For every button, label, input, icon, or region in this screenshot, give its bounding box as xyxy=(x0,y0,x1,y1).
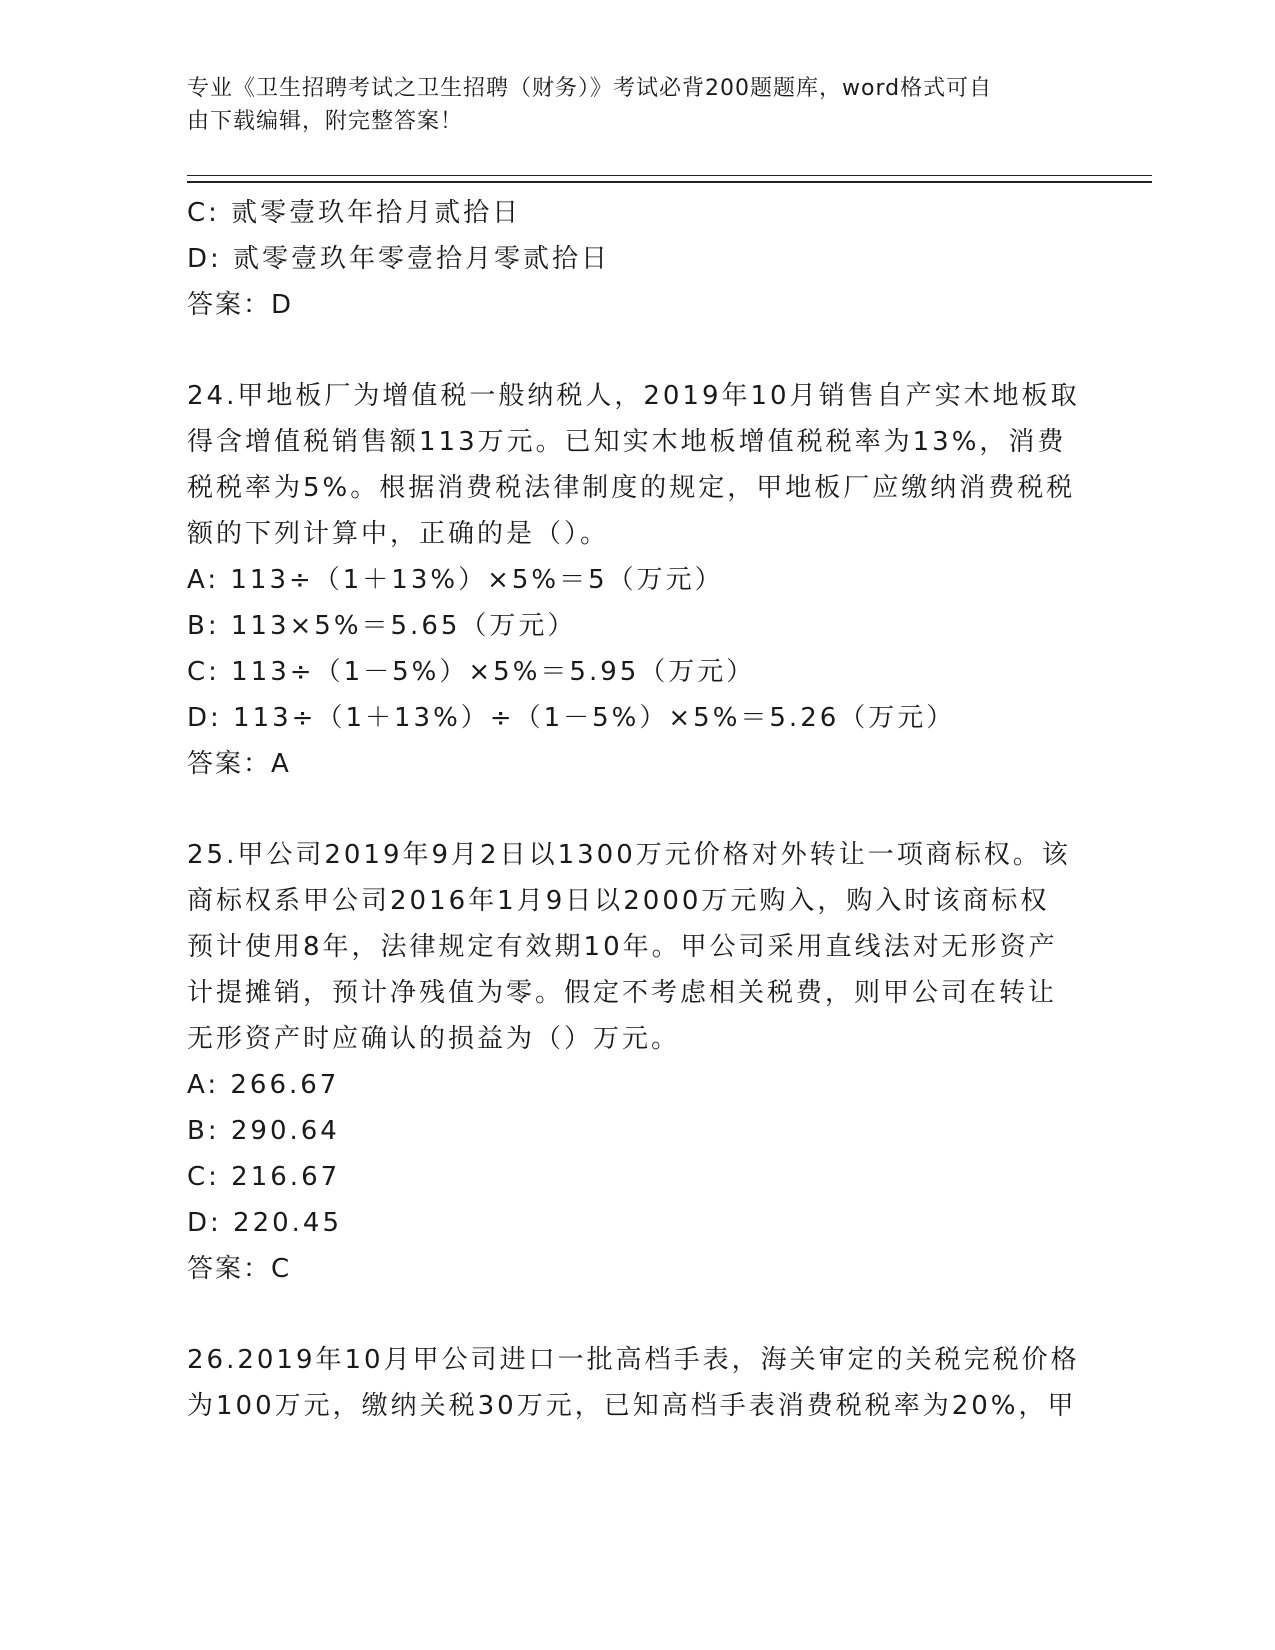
question-text-line: 计提摊销，预计净残值为零。假定不考虑相关税费，则甲公司在转让 xyxy=(187,978,1058,1008)
header-rule-thin xyxy=(187,175,1152,176)
question-26 xyxy=(187,1337,1087,1429)
option-b: B: 113×5%＝5.65（万元） xyxy=(187,611,577,641)
answer: 答案：D xyxy=(187,290,294,320)
option-a: A: 266.67 xyxy=(187,1070,340,1100)
question-text-line: 为100万元，缴纳关税30万元，已知高档手表消费税税率为20%，甲 xyxy=(187,1391,1077,1421)
option-c: C: 贰零壹玖年拾月贰拾日 xyxy=(187,198,522,228)
header-line-1: 专业《卫生招聘考试之卫生招聘（财务）》考试必背200题题库，word格式可自 xyxy=(187,76,993,101)
question-text-line: 税税率为5%。根据消费税法律制度的规定，甲地板厂应缴纳消费税税 xyxy=(187,473,1076,503)
header-rule-thick xyxy=(187,181,1152,183)
document-header xyxy=(187,72,1067,138)
question-25 xyxy=(187,832,1087,1292)
option-c: C: 113÷（1－5%）×5%＝5.95（万元） xyxy=(187,657,756,687)
question-text-line: 25.甲公司2019年9月2日以1300万元价格对外转让一项商标权。该 xyxy=(187,840,1071,870)
question-text-line: 预计使用8年，法律规定有效期10年。甲公司采用直线法对无形资产 xyxy=(187,932,1058,962)
question-text-line: 26.2019年10月甲公司进口一批高档手表，海关审定的关税完税价格 xyxy=(187,1345,1080,1375)
header-line-2: 由下载编辑，附完整答案！ xyxy=(187,109,464,134)
question-previous xyxy=(187,190,1087,328)
option-d: D: 220.45 xyxy=(187,1208,343,1238)
question-text-line: 24.甲地板厂为增值税一般纳税人，2019年10月销售自产实木地板取 xyxy=(187,381,1080,411)
question-24 xyxy=(187,373,1087,787)
question-text-line: 额的下列计算中，正确的是（）。 xyxy=(187,519,610,549)
option-d: D: 贰零壹玖年零壹拾月零贰拾日 xyxy=(187,244,611,274)
question-text-line: 商标权系甲公司2016年1月9日以2000万元购入，购入时该商标权 xyxy=(187,886,1050,916)
question-text-line: 无形资产时应确认的损益为（）万元。 xyxy=(187,1024,681,1054)
question-text-line: 得含增值税销售额113万元。已知实木地板增值税税率为13%，消费 xyxy=(187,427,1067,457)
option-d: D: 113÷（1＋13%）÷（1－5%）×5%＝5.26（万元） xyxy=(187,703,956,733)
answer: 答案：A xyxy=(187,749,291,779)
option-b: B: 290.64 xyxy=(187,1116,340,1146)
answer: 答案：C xyxy=(187,1254,292,1284)
option-a: A: 113÷（1＋13%）×5%＝5（万元） xyxy=(187,565,724,595)
option-c: C: 216.67 xyxy=(187,1162,341,1192)
document-body xyxy=(187,190,1087,1429)
